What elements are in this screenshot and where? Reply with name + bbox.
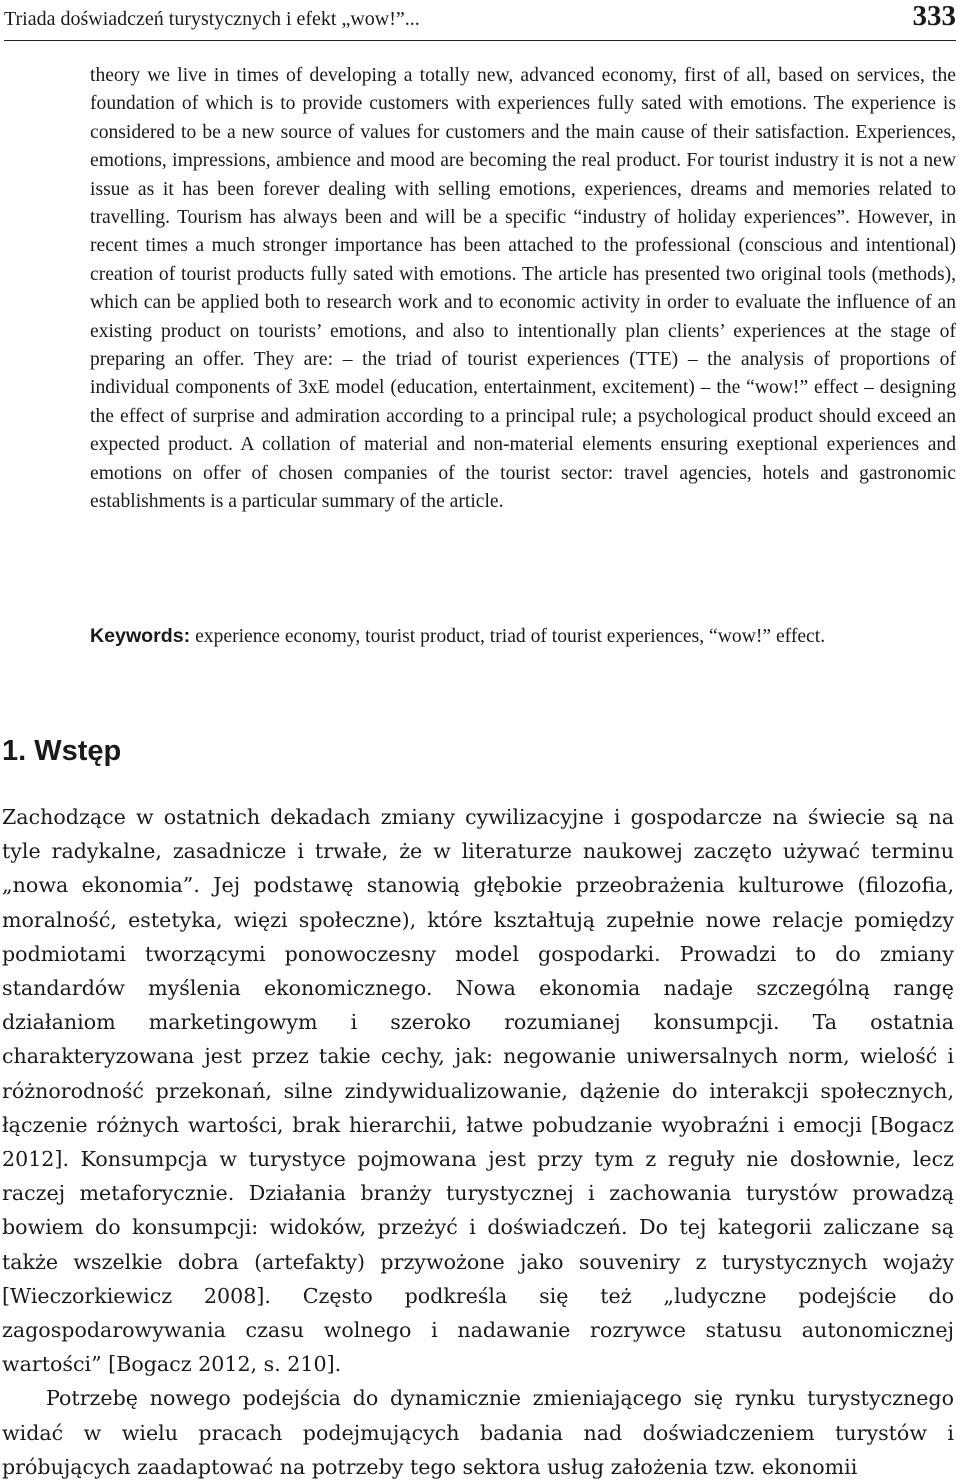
abstract-text: theory we live in times of developing a totally new, advanced economy, first of all, based on services, the foundation of which is to provide customers with experiences fully sated with emotions. The experience is considered to be a new source of values for customers and the main cause of their satisfaction. Experiences, emotions, impressions, ambience and mood are becoming the real product. For tourist industry it is not a new issue as it has been forever dealing with selling emotions, experiences, dreams and memories related to travelling. Tourism has always been and will be a specific “industry of holiday experiences”. However, in recent times a much stronger importance has been attached to the professional (conscious and intentional) creation of tourist products fully sated with emotions. The article has presented two original tools (methods), which can be applied both to research work and to economic activity in order to evaluate the influence of an existing product on tourists’ emotions, and also to intentionally plan clients’ experiences at the stage of preparing an offer. They are: – the triad of tourist experiences (TTE) – the analysis of proportions of individual components of 3xE model (education, entertainment, excitement) – the “wow!” effect – designing the effect of surprise and admiration according to a principal rule; a psychological product should exceed an expected product. A collation of material and non-material elements ensuring exeptional experiences and emotions on offer of chosen companies of the tourist sector: travel agencies, hotels and gastronomic establishments is a particular summary of the article.	[90, 65, 956, 513]
section-body	[2, 800, 954, 1484]
page-number: 333	[912, 0, 956, 32]
keywords-line	[90, 622, 956, 651]
running-head-title: Triada doświadczeń turystycznych i efekt „wow!”...	[4, 8, 420, 30]
running-head	[4, 0, 956, 41]
keywords-label: Keywords:	[90, 625, 191, 647]
body-paragraph: Potrzebę nowego podejścia do dynamicznie zmieniającego się rynku turystycznego widać w wielu pracach podejmujących badania nad doświadczeniem turystów i próbujących zaadaptować na potrzeby tego sektora usług założenia tzw. ekonomii	[2, 1386, 954, 1479]
body-paragraph: Zachodzące w ostatnich dekadach zmiany cywilizacyjne i gospodarcze na świecie są na tyle radykalne, zasadnicze i trwałe, że w literaturze naukowej zaczęto używać terminu „nowa ekonomia”. Jej podstawę stanowią głębokie przeobrażenia kulturowe (filozofia, moralność, estetyka, więzi społeczne), które kształtują zupełnie nowe relacje pomiędzy podmiotami tworzącymi ponowoczesny model gospodarki. Prowadzi to do zmiany standardów myślenia ekonomicznego. Nowa ekonomia nadaje szczególną rangę działaniom marketingowym i szeroko rozumianej konsumpcji. Ta ostatnia charakteryzowana jest przez takie cechy, jak: negowanie uniwersalnych norm, wielość i różnorodność przekonań, silne zindywidualizowanie, dążenie do interakcji społecznych, łączenie różnych wartości, brak hierarchii, łatwe pobudzanie wyobraźni i emocji [Bogacz 2012]. Konsumpcja w turystyce pojmowana jest przy tym z reguły nie dosłownie, lecz raczej metaforycznie. Działania branży turystycznej i zachowania turystów prowadzą bowiem do konsumpcji: widoków, przeżyć i doświadczeń. Do tej kategorii zaliczane są także wszelkie dobra (artefakty) przywożone jako souveniry z turystycznych wojaży [Wieczorkiewicz 2008]. Często podkreśla się też „ludyczne podejście do zagospodarowywania czasu wolnego i nadawanie rozrywce statusu autonomicznej wartości” [Bogacz 2012, s. 210].	[2, 805, 954, 1377]
keywords-text: experience economy, tourist product, triad of tourist experiences, “wow!” effect.	[195, 626, 826, 647]
section-heading: 1. Wstęp	[2, 735, 122, 767]
